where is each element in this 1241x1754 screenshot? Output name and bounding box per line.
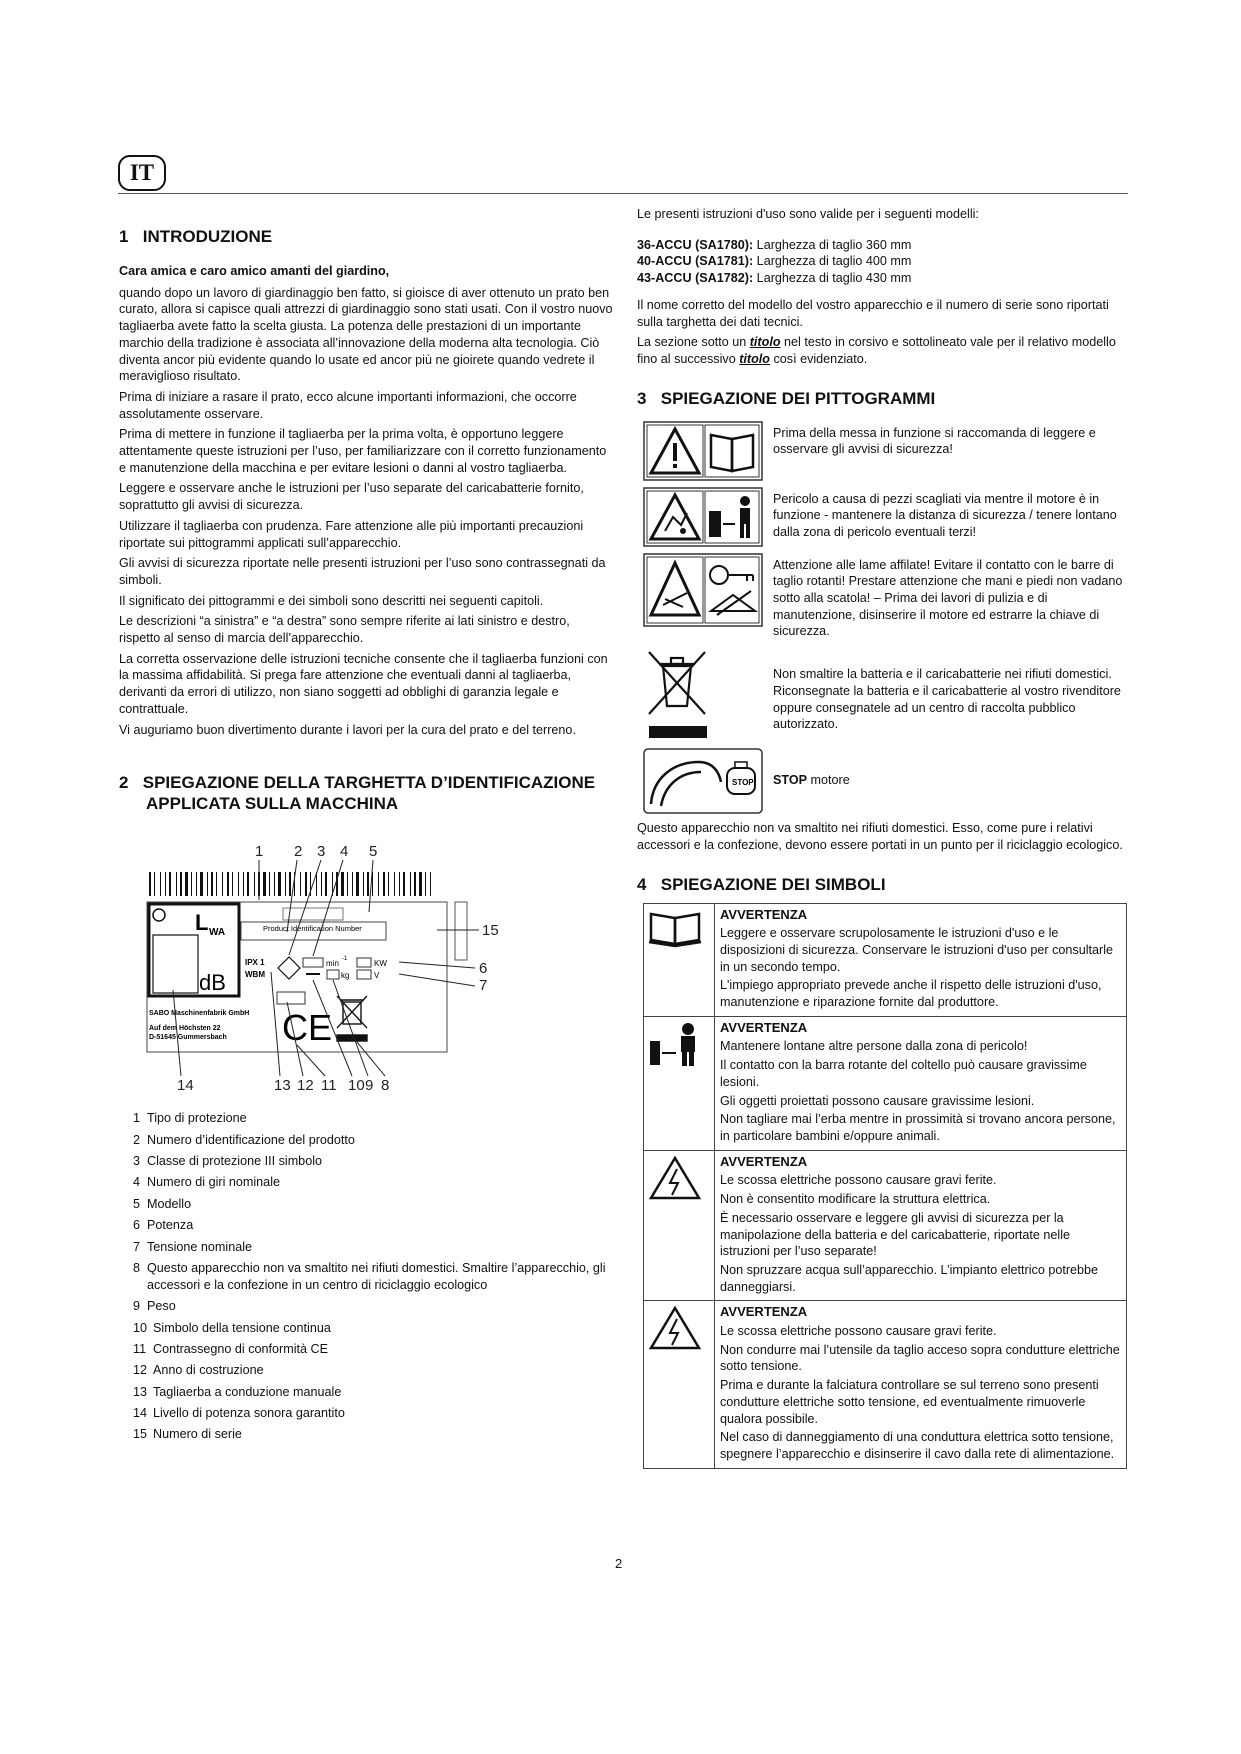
page-number: 2	[615, 1556, 623, 1571]
plate-legend-item: 12 Anno di costruzione	[133, 1363, 264, 1378]
plate-legend-item: 8 Questo apparecchio non va smaltito nei rifiuti domestici. Smaltire l’apparecchio, gli accessori e la confezione in un centro di riciclaggio ecologico	[133, 1261, 606, 1292]
plate-legend-item: 6 Potenza	[133, 1218, 194, 1233]
pictogram-row-weee: Non smaltire la batteria e il caricabatterie nei rifiuti domestici. Riconsegnate la batteria e il caricabatterie al vostro rivenditore oppure consegnatele ad un centro di raccolta pubblico autorizzato.	[637, 646, 1129, 742]
plate-legend-item: 2 Numero d’identificazione del prodotto	[133, 1132, 355, 1147]
barcode-bar	[278, 872, 281, 896]
plate-label-13: 13	[274, 1077, 291, 1095]
barcode-bar	[274, 872, 275, 896]
barcode-bar	[180, 872, 182, 896]
barcode-bar	[425, 872, 426, 896]
plate-legend-list	[119, 1110, 613, 1443]
warning-text: Le scossa elettriche possono causare gravi ferite.	[720, 1324, 997, 1339]
plate-label-6: 6	[479, 960, 488, 978]
svg-text:dB: dB	[199, 970, 226, 996]
barcode-bar	[347, 872, 348, 896]
plate-legend-item: 1 Tipo di protezione	[133, 1111, 247, 1126]
plate-legend-item: 15 Numero di serie	[133, 1427, 242, 1442]
barcode-bar	[149, 872, 151, 896]
disposal-note: Questo apparecchio non va smaltito nei rifiuti domestici. Esso, come pure i relativi accessori e la confezione, devono essere portati in un punto per il riciclaggio ecologico.	[637, 821, 1123, 852]
symbol-row	[644, 1301, 1127, 1468]
barcode-bar	[378, 872, 379, 896]
intro-paragraph: Leggere e osservare anche le istruzioni per l’uso separate del caricabatterie fornito, soprattutto gli avvisi di sicurezza.	[119, 481, 584, 513]
plate-legend-item: 3 Classe di protezione III simbolo	[133, 1154, 322, 1169]
barcode-bar	[216, 872, 217, 896]
titolo-note: La sezione sotto un titolo nel testo in corsivo e sottolineato vale per il relativo modello fino al successivo titolo così evidenziato.	[637, 335, 1116, 366]
svg-text:kg: kg	[341, 971, 350, 981]
language-badge: IT	[118, 155, 166, 191]
barcode-bar	[388, 872, 389, 896]
svg-text:WA: WA	[209, 927, 226, 939]
warning-text: L'impiego appropriato prevede anche il rispetto delle istruzioni d'uso, manutenzione e riparazione fornite dal produttore.	[720, 978, 1102, 1010]
plate-legend-item: 9 Peso	[133, 1299, 176, 1314]
plate-legend-item: 4 Numero di giri nominale	[133, 1175, 280, 1190]
barcode-bar	[410, 872, 411, 896]
symbol-row	[644, 1016, 1127, 1150]
barcode-bar	[232, 872, 233, 896]
warning-heading: AVVERTENZA	[720, 906, 808, 922]
serial-box	[455, 902, 467, 960]
warning-text: Non condurre mai l’utensile da taglio acceso sopra condutture elettriche sotto tensione.	[720, 1342, 1120, 1374]
model-entry: 40-ACCU (SA1781): Larghezza di taglio 400 mm	[637, 254, 912, 269]
barcode-bar	[196, 872, 197, 896]
svg-text:V: V	[374, 971, 380, 981]
handle-bar-icon	[651, 762, 721, 806]
barcode-bar	[419, 872, 422, 896]
intro-paragraph: Utilizzare il tagliaerba con prudenza. Fare attenzione alle più importanti precauzioni riportate sui pittogrammi applicati sull’apparecchio.	[119, 518, 584, 550]
plate-label-11: 11	[321, 1077, 337, 1095]
svg-text:L: L	[195, 910, 209, 936]
right-column	[637, 206, 1129, 1469]
barcode-bar	[238, 872, 239, 896]
model-entry: 36-ACCU (SA1780): Larghezza di taglio 360 mm	[637, 237, 912, 252]
barcode	[149, 872, 431, 896]
plate-label-1: 1	[255, 843, 264, 861]
warning-triangle-icon	[651, 429, 699, 473]
barcode-bar	[403, 872, 405, 896]
gear-icon	[153, 909, 165, 921]
intro-paragraph: Gli avvisi di sicurezza riportate nelle presenti istruzioni per l’uso sono contrassegnati da simboli.	[119, 556, 606, 587]
barcode-bar	[185, 872, 188, 896]
section-2-title: 2 SPIEGAZIONE DELLA TARGHETTA D’IDENTIFICAZIONE APPLICATA SULLA MACCHINA	[119, 773, 596, 814]
symbol-row	[644, 903, 1127, 1016]
barcode-bar	[325, 872, 327, 896]
plate-legend-item: 13 Tagliaerba a conduzione manuale	[133, 1384, 342, 1399]
warning-text: Prima e durante la falciatura controllare se sul terreno sono presenti condutture elettriche sotto tensione, ed eventualmente rimuoverle qualora possibile.	[720, 1378, 1099, 1426]
warning-heading: AVVERTENZA	[720, 1304, 808, 1320]
keep-distance-icon	[648, 1021, 710, 1072]
intro-paragraph: Le descrizioni “a sinistra” e “a destra” sono sempre riferite ai lati sinistro e destro, rispetto al senso di marcia dell’apparecchio.	[119, 614, 570, 646]
section-1-body	[119, 285, 613, 739]
sharp-blade-icon	[651, 563, 699, 615]
section-3-title: 3 SPIEGAZIONE DEI PITTOGRAMMI	[637, 388, 936, 408]
barcode-bar	[356, 872, 359, 896]
electric-hazard-icon	[648, 1305, 710, 1356]
plate-legend-item: 14 Livello di potenza sonora garantito	[133, 1406, 345, 1421]
book-icon	[648, 908, 710, 953]
plate-label-5: 5	[369, 843, 378, 861]
warning-text: È necessario osservare e leggere gli avvisi di sicurezza per la manipolazione della batteria e del caricabatterie, riportate nelle istruzioni per l’uso separate!	[720, 1210, 1071, 1259]
barcode-bar	[191, 872, 192, 896]
pictogram-row-stop-engine: STOP STOP motore	[637, 748, 1129, 814]
serial-note: Il nome corretto del modello del vostro apparecchio e il numero di serie sono riportati sulla targhetta dei dati tecnici.	[637, 297, 1109, 329]
warning-text: Leggere e osservare scrupolosamente le istruzioni d'uso e le disposizioni di sicurezza. Conservare le istruzioni d'uso per consultarle in un secondo tempo.	[720, 926, 1113, 974]
barcode-bar	[414, 872, 416, 896]
plate-legend-item: 7 Tensione nominale	[133, 1239, 253, 1254]
remove-key-icon	[710, 566, 755, 615]
warning-text: Non è consentito modificare la struttura elettrica.	[720, 1192, 991, 1207]
svg-text:IPX 1: IPX 1	[245, 958, 265, 968]
barcode-bar	[222, 872, 223, 896]
symbols-table	[643, 903, 1127, 1469]
barcode-bar	[300, 872, 301, 896]
barcode-bar	[321, 872, 322, 896]
barcode-bar	[363, 872, 364, 896]
warning-text: Le scossa elettriche possono causare gravi ferite.	[720, 1173, 997, 1188]
identification-plate-diagram	[137, 840, 537, 1102]
intro-paragraph: Vi auguriamo buon divertimento durante i lavori per la cura del prato e del terreno.	[119, 722, 576, 737]
pictogram-row-read-manual: Prima della messa in funzione si raccomanda di leggere e osservare gli avvisi di sicurezza!	[637, 421, 1129, 481]
barcode-bar	[352, 872, 353, 896]
barcode-bar	[247, 872, 249, 896]
warning-text: Non tagliare mai l’erba mentre in prossimità si trovano ancora persone, in particolare bambini e/oppure animali.	[720, 1112, 1116, 1143]
plate-label-9: 9	[365, 1077, 374, 1095]
warning-text: Il contatto con la barra rotante del coltello può causare gravissime lesioni.	[720, 1058, 1087, 1089]
barcode-bar	[243, 872, 244, 896]
plate-label-12: 12	[297, 1077, 314, 1095]
svg-text:WBM: WBM	[245, 970, 265, 980]
ce-mark: CE	[282, 1007, 333, 1049]
model-entry: 43-ACCU (SA1782): Larghezza di taglio 430 mm	[637, 271, 912, 286]
stop-icon	[727, 762, 755, 794]
barcode-bar	[176, 872, 177, 896]
weee-bin-icon	[643, 646, 763, 742]
plate-legend-item: 5 Modello	[133, 1196, 192, 1211]
plate-label-8: 8	[381, 1077, 390, 1095]
warning-heading: AVVERTENZA	[720, 1019, 808, 1035]
barcode-bar	[430, 872, 431, 896]
book-icon	[711, 435, 753, 471]
pictogram-row-keep-distance: Pericolo a causa di pezzi scagliati via mentre il motore è in funzione - mantenere la distanza di sicurezza / tenere lontano dalla zona di pericolo eventuali terzi!	[637, 487, 1129, 547]
barcode-bar	[227, 872, 229, 896]
svg-text:-1: -1	[342, 956, 348, 963]
intro-paragraph: Il significato dei pittogrammi e dei simboli sono descritti nei seguenti capitoli.	[119, 593, 544, 608]
plate-label-14: 14	[177, 1077, 194, 1095]
svg-text:STOP: STOP	[732, 778, 754, 788]
pictogram-row-sharp-blades: Attenzione alle lame affilate! Evitare il contatto con le barre di taglio rotanti! Prestare attenzione che mani e piedi non vadano sotto alla scatola! – Prima dei lavori di pulizia e di manutenzione, disinserire il motore ed estrarre la chiave di sicurezza.	[637, 553, 1129, 641]
barcode-bar	[200, 872, 203, 896]
intro-paragraph: quando dopo un lavoro di giardinaggio ben fatto, si gioisce di aver ottenuto un prato ben curato, allora si capisce quali attrezzi di giardinaggio sono stati usati. Con il vostro nuovo tagliaerba avete fatto la scelta giusta. La potenza delle prestazioni di un importante marchio della tradizione è associata all’innovazione della moderna alta tecnologia. Ciò diventa ancor più evidente quando lo usate ed ancor più ne gioirete quando vedrete il meraviglioso risultato.	[119, 285, 613, 384]
barcode-bar	[165, 872, 166, 896]
electric-hazard-icon	[648, 1155, 710, 1206]
barcode-bar	[169, 872, 171, 896]
svg-text:D-51645 Gummersbach: D-51645 Gummersbach	[149, 1034, 227, 1042]
plate-label-2: 2	[294, 843, 303, 861]
plate-legend-item: 10 Simbolo della tensione continua	[133, 1320, 331, 1335]
section-4-title: 4 SPIEGAZIONE DEI SIMBOLI	[637, 874, 886, 894]
plate-label-10: 10	[348, 1077, 365, 1095]
section-1-lead: Cara amica e caro amico amanti del giardino,	[119, 264, 390, 278]
barcode-bar	[207, 872, 208, 896]
left-column	[119, 226, 613, 1448]
class-iii-icon	[278, 957, 300, 979]
barcode-bar	[289, 872, 291, 896]
barcode-bar	[254, 872, 255, 896]
intro-paragraph: Prima di iniziare a rasare il prato, ecco alcune importanti informazioni, che occorre assolutamente osservare.	[119, 389, 577, 421]
barcode-bar	[269, 872, 270, 896]
barcode-bar	[211, 872, 213, 896]
warning-text: Gli oggetti proiettati possono causare gravissime lesioni.	[720, 1093, 1035, 1108]
barcode-bar	[160, 872, 161, 896]
warning-heading: AVVERTENZA	[720, 1153, 808, 1169]
barcode-bar	[341, 872, 344, 896]
svg-text:Product Identification Number: Product Identification Number	[263, 924, 362, 934]
section-1-title: 1 INTRODUZIONE	[119, 227, 273, 246]
plate-label-15: 15	[482, 922, 499, 940]
barcode-bar	[305, 872, 307, 896]
barcode-bar	[367, 872, 369, 896]
barcode-bar	[399, 872, 400, 896]
warning-text: Mantenere lontane altre persone dalla zona di pericolo!	[720, 1039, 1028, 1054]
svg-text:SABO Maschinenfabrik GmbH: SABO Maschinenfabrik GmbH	[149, 1010, 250, 1018]
warning-text: Nel caso di danneggiamento di una conduttura elettrica sotto tensione, spegnere l’apparecchio e disinserire il cavo dalla rete di alimentazione.	[720, 1430, 1115, 1461]
plate-label-4: 4	[340, 843, 349, 861]
intro-paragraph: Prima di mettere in funzione il tagliaerba per la prima volta, è opportuno leggere attentamente queste istruzioni per l’uso, per familiarizzare con il corretto funzionamento e manutenzione della macchina e per evitare lesioni o danni al vostro tagliaerba.	[119, 427, 607, 475]
svg-text:Auf dem Höchsten 22: Auf dem Höchsten 22	[149, 1025, 221, 1033]
thrown-objects-icon	[651, 495, 699, 539]
barcode-bar	[394, 872, 395, 896]
plate-svg	[137, 840, 537, 1102]
barcode-bar	[383, 872, 385, 896]
barcode-bar	[263, 872, 266, 896]
svg-text:KW: KW	[374, 959, 387, 969]
warning-text: Non spruzzare acqua sull’apparecchio. L’impianto elettrico potrebbe danneggiarsi.	[720, 1262, 1099, 1294]
plate-label-3: 3	[317, 843, 326, 861]
svg-text:min: min	[326, 959, 339, 969]
barcode-bar	[285, 872, 286, 896]
keep-distance-icon	[709, 496, 750, 538]
intro-paragraph: La corretta osservazione delle istruzioni tecniche consente che il tagliaerba funzioni con la massima affidabilità. Si prega fare attenzione che eventuali danni al tagliaerba, derivanti da errori di utilizzo, non siano soggetti ad obblighi di garanzia legale e contrattuale.	[119, 651, 608, 716]
barcode-bar	[154, 872, 155, 896]
header-rule	[118, 193, 1128, 194]
symbol-row	[644, 1150, 1127, 1301]
plate-legend-item: 11 Contrassegno di conformità CE	[133, 1341, 328, 1356]
models-intro: Le presenti istruzioni d'uso sono valide per i seguenti modelli:	[637, 207, 979, 221]
models-list	[637, 237, 1129, 287]
plate-label-7: 7	[479, 977, 488, 995]
